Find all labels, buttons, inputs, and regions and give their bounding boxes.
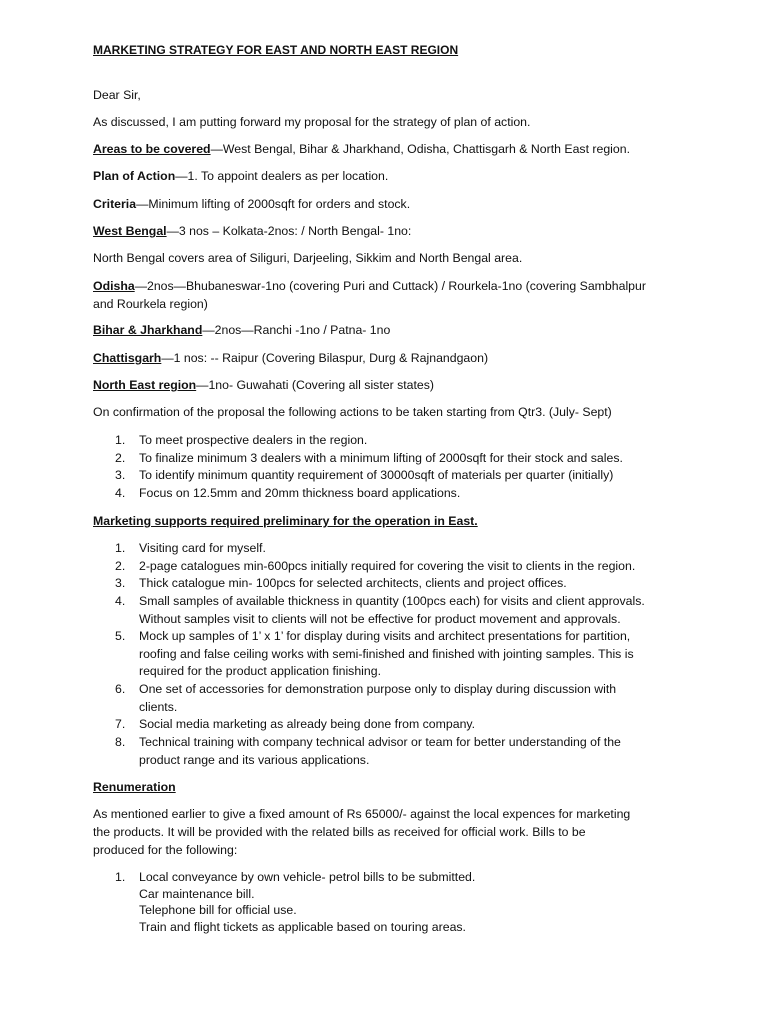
areas-label: Areas to be covered (93, 142, 211, 156)
list-item-number: 1. (115, 433, 126, 447)
chattisgarh-line (93, 350, 488, 367)
west-bengal-text: —3 nos – Kolkata-2nos: / North Bengal- 1no: (166, 224, 412, 238)
list-item: Technical training with company technical advisor or team for better understanding of the product range and its various applications. (139, 735, 621, 767)
list-item: Visiting card for myself. (139, 541, 266, 555)
north-east-text: —1no- Guwahati (Covering all sister states) (196, 378, 435, 392)
supports-heading: Marketing supports required preliminary for the operation in East. (93, 514, 478, 528)
list-item: 2-page catalogues min-600pcs initially required for covering the visit to clients in the region. (139, 559, 636, 573)
list-item: Social media marketing as already being done from company. (139, 717, 476, 731)
list-item: Local conveyance by own vehicle- petrol bills to be submitted. Car maintenance bill. Telephone bill for official use. Train and flight tickets as applicable based on touring areas. (139, 870, 476, 934)
plan-label: Plan of Action (93, 169, 176, 183)
plan-line (93, 168, 388, 185)
areas-text: —West Bengal, Bihar & Jharkhand, Odisha, Chattisgarh & North East region. (210, 142, 631, 156)
west-bengal-label: West Bengal (93, 224, 167, 238)
criteria-line (93, 196, 410, 213)
list-item-number: 2. (115, 559, 126, 573)
list-item: To identify minimum quantity requirement of 30000sqft of materials per quarter (initially) (139, 468, 614, 482)
north-east-line (93, 377, 434, 394)
list-item: Focus on 12.5mm and 20mm thickness board applications. (139, 486, 461, 500)
document-title: MARKETING STRATEGY FOR EAST AND NORTH EAST REGION (93, 43, 459, 57)
list-item-number: 2. (115, 451, 126, 465)
list-item-number: 6. (115, 682, 126, 696)
chattisgarh-text: —1 nos: -- Raipur (Covering Bilaspur, Durg & Rajnandgaon) (161, 351, 489, 365)
list-item: Mock up samples of 1’ x 1’ for display during visits and architect presentations for partition, roofing and false ceiling works with semi-finished and finished with jointing samples. This is required for the product application finishing. (139, 629, 634, 678)
bihar-line (93, 322, 390, 339)
north-bengal-note: North Bengal covers area of Siliguri, Darjeeling, Sikkim and North Bengal area. (93, 251, 523, 265)
intro-paragraph: As discussed, I am putting forward my proposal for the strategy of plan of action. (93, 115, 531, 129)
north-east-label: North East region (93, 378, 197, 392)
areas-line (93, 141, 630, 158)
list-item: To finalize minimum 3 dealers with a minimum lifting of 2000sqft for their stock and sales. (139, 451, 623, 465)
list-item: To meet prospective dealers in the region. (139, 433, 368, 447)
chattisgarh-label: Chattisgarh (93, 351, 162, 365)
odisha-label: Odisha (93, 279, 135, 293)
west-bengal-line (93, 223, 411, 240)
list-item-number: 3. (115, 576, 126, 590)
odisha-line (93, 278, 646, 295)
criteria-label: Criteria (93, 197, 137, 211)
list-item: One set of accessories for demonstration purpose only to display during discussion with clients. (139, 682, 617, 714)
list-item-number: 3. (115, 468, 126, 482)
list-item: Small samples of available thickness in quantity (100pcs each) for visits and client approvals. Without samples visit to clients will not be effective for product movement and approvals. (139, 594, 645, 626)
list-item-number: 8. (115, 735, 126, 749)
renumeration-heading: Renumeration (93, 780, 176, 794)
odisha-line-2: and Rourkela region) (93, 297, 208, 311)
list-item-number: 1. (115, 870, 126, 884)
renumeration-line-2: the products. It will be provided with the related bills as received for official work. Bills to be (93, 825, 586, 839)
list-item-number: 5. (115, 629, 126, 643)
bihar-label: Bihar & Jharkhand (93, 323, 203, 337)
list-item-number: 4. (115, 594, 126, 608)
renumeration-line-1: As mentioned earlier to give a fixed amount of Rs 65000/- against the local expences for marketing (93, 807, 631, 821)
list-item-number: 7. (115, 717, 126, 731)
renumeration-line-3: produced for the following: (93, 843, 238, 857)
confirmation-paragraph: On confirmation of the proposal the following actions to be taken starting from Qtr3. (July- Sept) (93, 405, 612, 419)
list-item: Thick catalogue min- 100pcs for selected architects, clients and project offices. (139, 576, 567, 590)
odisha-text: —2nos—Bhubaneswar-1no (covering Puri and Cuttack) / Rourkela-1no (covering Sambhalpur (134, 279, 646, 293)
plan-text: —1. To appoint dealers as per location. (175, 169, 389, 183)
bihar-text: —2nos—Ranchi -1no / Patna- 1no (202, 323, 391, 337)
list-item-number: 4. (115, 486, 126, 500)
salutation: Dear Sir, (93, 88, 141, 102)
list-item-number: 1. (115, 541, 126, 555)
criteria-text: —Minimum lifting of 2000sqft for orders and stock. (136, 197, 411, 211)
